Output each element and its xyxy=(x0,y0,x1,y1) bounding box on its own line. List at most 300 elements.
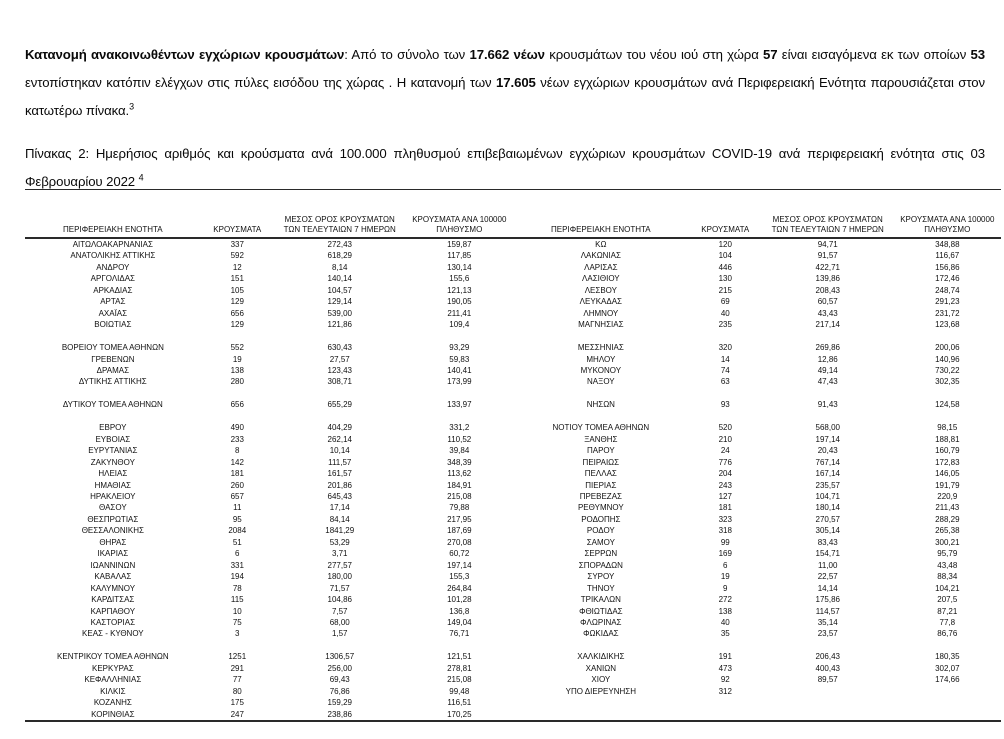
text-run: Πίνακας 2: Ημερήσιος αριθμός και κρούσματα ανά 100.000 πληθυσμού επιβεβαιωμένων εγχώριων κρουσμάτων COVID-19 ανά περιφερειακή ενότητα στις 03 Φεβρουαρίου 2022 xyxy=(25,146,985,190)
table-row xyxy=(25,571,513,582)
region-cell: ΞΑΝΘΗΣ xyxy=(584,434,618,444)
per100k-cell: 86,76 xyxy=(937,629,958,639)
region-cell: ΚΕΡΚΥΡΑΣ xyxy=(91,663,134,673)
avg7-cell: 140,14 xyxy=(327,274,352,284)
text-run: κρουσμάτων του νέου ιού στη χώρα xyxy=(544,47,764,63)
region-cell: ΚΑΛΥΜΝΟΥ xyxy=(90,583,136,593)
per100k-cell: 121,51 xyxy=(447,652,472,662)
avg7-cell: 422,71 xyxy=(815,262,840,272)
per100k-cell: 348,88 xyxy=(935,240,960,249)
avg7-cell: 83,43 xyxy=(817,537,838,547)
cases-cell: 552 xyxy=(230,343,244,353)
avg7-cell: 1,57 xyxy=(331,629,348,639)
per100k-cell: 215,08 xyxy=(447,675,472,685)
per100k-cell: 331,2 xyxy=(449,423,470,433)
table-row xyxy=(513,628,1001,639)
per100k-cell: 98,15 xyxy=(937,423,958,433)
per100k-cell xyxy=(894,640,1001,651)
avg7-cell xyxy=(762,411,894,422)
cases-cell: 520 xyxy=(718,423,732,433)
cases-cell: 169 xyxy=(718,549,732,559)
cases-cell: 77 xyxy=(232,675,242,685)
per100k-cell: 60,72 xyxy=(449,549,470,559)
cases-cell: 40 xyxy=(720,617,730,627)
region-cell: ΚΙΛΚΙΣ xyxy=(100,686,126,696)
table-row xyxy=(25,606,513,617)
avg7-cell: 17,14 xyxy=(329,503,350,513)
table-row xyxy=(25,342,513,353)
table-row xyxy=(513,502,1001,513)
cases-cell: 11 xyxy=(233,503,242,513)
table-row xyxy=(25,399,513,410)
region-cell: ΖΑΚΥΝΘΟΥ xyxy=(90,457,135,467)
table-row xyxy=(25,434,513,445)
region-cell: ΑΝΔΡΟΥ xyxy=(96,262,130,272)
region-cell: ΚΑΣΤΟΡΙΑΣ xyxy=(90,617,136,627)
text-run: 17.605 xyxy=(496,75,536,91)
cases-cell: 337 xyxy=(230,240,244,249)
per100k-cell: 184,91 xyxy=(447,480,472,490)
table-caption xyxy=(25,140,985,196)
avg7-cell: 49,14 xyxy=(817,365,838,375)
text-run: 3 xyxy=(129,101,135,112)
cases-cell: 181 xyxy=(230,469,244,479)
region-cell: ΚΩ xyxy=(595,240,607,249)
column-header-per100k: ΚΡΟΥΣΜΑΤΑ ΑΝΑ 100000 ΠΛΗΘΥΣΜΟ xyxy=(406,190,513,238)
cases-cell: 127 xyxy=(718,491,732,501)
cases-cell: 19 xyxy=(720,572,730,582)
cases-cell: 63 xyxy=(720,377,730,387)
per100k-cell: 180,35 xyxy=(935,652,960,662)
avg7-cell: 235,57 xyxy=(815,480,840,490)
region-cell: ΚΟΡΙΝΘΙΑΣ xyxy=(91,709,135,719)
table-row xyxy=(25,273,513,284)
per100k-cell: 188,81 xyxy=(935,434,960,444)
region-cell: ΦΩΚΙΔΑΣ xyxy=(583,629,619,639)
covid-table-left xyxy=(25,190,513,720)
per100k-cell xyxy=(894,331,1001,342)
cases-cell xyxy=(689,388,762,399)
region-cell: ΛΕΥΚΑΔΑΣ xyxy=(579,297,622,307)
avg7-cell: 655,29 xyxy=(327,400,352,410)
region-cell: ΚΕΦΑΛΛΗΝΙΑΣ xyxy=(84,675,142,685)
table-row xyxy=(513,537,1001,548)
region-cell: ΝΗΣΩΝ xyxy=(586,400,615,410)
region-cell: ΔΥΤΙΚΗΣ ΑΤΤΙΚΗΣ xyxy=(78,377,147,387)
cases-cell: 175 xyxy=(230,698,244,708)
cases-cell: 3 xyxy=(235,629,240,639)
cases-cell xyxy=(689,697,762,708)
cases-cell: 95 xyxy=(232,514,242,524)
table-row-blank xyxy=(513,640,1001,651)
region-cell: ΘΑΣΟΥ xyxy=(99,503,127,513)
region-cell: ΚΑΒΑΛΑΣ xyxy=(94,572,132,582)
avg7-cell: 27,57 xyxy=(329,354,350,364)
column-header-region-label: ΠΕΡΙΦΕΡΕΙΑΚΗ ΕΝΟΤΗΤΑ xyxy=(551,224,651,234)
avg7-cell: 12,86 xyxy=(817,354,838,364)
region-cell: ΛΕΣΒΟΥ xyxy=(584,285,617,295)
cases-cell: 247 xyxy=(230,709,244,719)
avg7-cell: 69,43 xyxy=(329,675,350,685)
table-row xyxy=(25,354,513,365)
region-cell: ΠΑΡΟΥ xyxy=(586,446,615,456)
table-row xyxy=(513,674,1001,685)
per100k-cell: 248,74 xyxy=(935,285,960,295)
table-row xyxy=(25,480,513,491)
region-cell: ΜΑΓΝΗΣΙΑΣ xyxy=(578,320,624,330)
per100k-cell: 113,62 xyxy=(447,469,472,479)
table-row xyxy=(513,308,1001,319)
avg7-cell: 139,86 xyxy=(815,274,840,284)
per100k-cell: 149,04 xyxy=(447,617,472,627)
per100k-cell: 130,14 xyxy=(447,262,472,272)
cases-cell: 129 xyxy=(230,320,244,330)
per100k-cell: 200,06 xyxy=(935,343,960,353)
region-cell xyxy=(513,388,689,399)
avg7-cell: 8,14 xyxy=(331,262,348,272)
avg7-cell: 23,57 xyxy=(817,629,838,639)
cases-cell xyxy=(689,331,762,342)
region-cell: ΕΥΒΟΙΑΣ xyxy=(95,434,131,444)
cases-cell xyxy=(201,331,274,342)
table-row xyxy=(513,354,1001,365)
table-row xyxy=(25,617,513,628)
cases-cell xyxy=(689,709,762,720)
table-row xyxy=(513,651,1001,662)
region-cell: ΣΕΡΡΩΝ xyxy=(584,549,618,559)
cases-cell: 657 xyxy=(230,491,244,501)
table-row xyxy=(513,468,1001,479)
table-row-blank xyxy=(25,640,513,651)
cases-cell: 19 xyxy=(232,354,242,364)
per100k-cell: 172,83 xyxy=(935,457,960,467)
region-cell: ΑΡΚΑΔΙΑΣ xyxy=(93,285,133,295)
per100k-cell: 220,9 xyxy=(937,491,958,501)
region-cell: ΛΑΚΩΝΙΑΣ xyxy=(580,251,621,261)
table-row xyxy=(513,491,1001,502)
cases-cell: 75 xyxy=(232,617,242,627)
avg7-cell xyxy=(762,709,894,720)
covid-table xyxy=(25,189,1001,722)
region-cell: ΚΕΝΤΡΙΚΟΥ ΤΟΜΕΑ ΑΘΗΝΩΝ xyxy=(57,652,169,662)
region-cell: ΠΕΛΛΑΣ xyxy=(584,469,617,479)
avg7-cell: 269,86 xyxy=(815,343,840,353)
region-cell: ΧΙΟΥ xyxy=(591,675,611,685)
table-row xyxy=(25,674,513,685)
cases-cell xyxy=(201,388,274,399)
cases-cell: 473 xyxy=(718,663,732,673)
table-row-blank xyxy=(513,709,1001,720)
avg7-cell: 60,57 xyxy=(817,297,838,307)
table-row xyxy=(513,399,1001,410)
cases-cell: 656 xyxy=(230,308,244,318)
avg7-cell: 217,14 xyxy=(815,320,840,330)
column-header-region-label: ΠΕΡΙΦΕΡΕΙΑΚΗ ΕΝΟΤΗΤΑ xyxy=(63,224,163,234)
avg7-cell: 114,57 xyxy=(815,606,840,616)
table-row xyxy=(25,262,513,273)
avg7-cell: 238,86 xyxy=(327,709,352,719)
per100k-cell: 140,96 xyxy=(935,354,960,364)
column-header-cases-label: ΚΡΟΥΣΜΑΤΑ xyxy=(701,224,750,234)
per100k-cell xyxy=(406,640,513,651)
table-row xyxy=(25,560,513,571)
column-header-per100k: ΚΡΟΥΣΜΑΤΑ ΑΝΑ 100000 ΠΛΗΘΥΣΜΟ xyxy=(894,190,1001,238)
table-row xyxy=(513,457,1001,468)
cases-cell xyxy=(201,411,274,422)
region-cell xyxy=(513,709,689,720)
per100k-cell: 211,41 xyxy=(447,308,472,318)
per100k-cell: 93,29 xyxy=(449,343,470,353)
avg7-cell: 20,43 xyxy=(817,446,838,456)
table-row xyxy=(25,491,513,502)
text-run: είναι εισαγόμενα εκ των οποίων xyxy=(777,47,971,63)
cases-cell: 233 xyxy=(230,434,244,444)
avg7-cell: 47,43 xyxy=(817,377,838,387)
cases-cell: 9 xyxy=(723,583,728,593)
table-row xyxy=(25,468,513,479)
region-cell: ΑΙΤΩΛΟΑΚΑΡΝΑΝΙΑΣ xyxy=(72,240,153,249)
cases-cell: 6 xyxy=(723,560,728,570)
column-header-avg7: ΜΕΣΟΣ ΟΡΟΣ ΚΡΟΥΣΜΑΤΩΝ ΤΩΝ ΤΕΛΕΥΤΑΙΩΝ 7 ΗΜΕΡΩΝ xyxy=(762,190,894,238)
per100k-cell: 215,08 xyxy=(447,491,472,501)
region-cell: ΦΛΩΡΙΝΑΣ xyxy=(580,617,622,627)
avg7-cell: 630,43 xyxy=(327,343,352,353)
region-cell: ΠΕΙΡΑΙΩΣ xyxy=(582,457,620,467)
region-cell: ΚΕΑΣ - ΚΥΘΝΟΥ xyxy=(82,629,144,639)
region-cell: ΕΒΡΟΥ xyxy=(99,423,127,433)
per100k-cell: 217,95 xyxy=(447,514,472,524)
region-cell: ΥΠΟ ΔΙΕΡΕΥΝΗΣΗ xyxy=(565,686,636,696)
avg7-cell: 111,57 xyxy=(328,457,352,467)
per100k-cell: 59,83 xyxy=(449,354,470,364)
table-row-blank xyxy=(513,388,1001,399)
cases-cell: 1251 xyxy=(228,652,247,662)
per100k-cell: 99,48 xyxy=(449,686,470,696)
per100k-cell: 211,43 xyxy=(935,503,960,513)
per100k-cell xyxy=(894,697,1001,708)
region-cell: ΧΑΝΙΩΝ xyxy=(585,663,617,673)
cases-cell: 2084 xyxy=(228,526,247,536)
region-cell: ΣΠΟΡΑΔΩΝ xyxy=(578,560,623,570)
table-row xyxy=(513,525,1001,536)
region-cell: ΛΑΣΙΘΙΟΥ xyxy=(582,274,620,284)
per100k-cell: 172,46 xyxy=(935,274,960,284)
table-row xyxy=(25,514,513,525)
region-cell: ΤΡΙΚΑΛΩΝ xyxy=(580,595,621,605)
cases-cell: 6 xyxy=(235,549,240,559)
per100k-cell: 174,66 xyxy=(935,675,960,685)
table-row xyxy=(25,296,513,307)
column-header-region xyxy=(25,190,201,238)
region-cell: ΝΑΞΟΥ xyxy=(587,377,615,387)
avg7-cell: 400,43 xyxy=(815,663,840,673)
avg7-cell: 43,43 xyxy=(817,308,838,318)
table-body-right xyxy=(513,238,1001,720)
avg7-cell: 404,29 xyxy=(327,423,352,433)
per100k-cell: 270,08 xyxy=(447,537,472,547)
cases-cell: 138 xyxy=(718,606,732,616)
region-cell: ΗΛΕΙΑΣ xyxy=(98,469,128,479)
cases-cell: 74 xyxy=(720,365,730,375)
avg7-cell: 84,14 xyxy=(329,514,350,524)
region-cell: ΘΗΡΑΣ xyxy=(99,537,127,547)
cases-cell: 592 xyxy=(230,251,244,261)
cases-cell: 272 xyxy=(718,595,732,605)
table-row xyxy=(513,422,1001,433)
avg7-cell: 11,00 xyxy=(818,560,838,570)
cases-cell: 40 xyxy=(720,308,730,318)
avg7-cell: 618,29 xyxy=(327,251,352,261)
table-row xyxy=(25,457,513,468)
table-row-blank xyxy=(25,331,513,342)
region-cell: ΠΡΕΒΕΖΑΣ xyxy=(579,491,622,501)
region-cell: ΑΧΑΪΑΣ xyxy=(98,308,128,318)
table-row xyxy=(25,250,513,261)
per100k-cell: 121,13 xyxy=(447,285,472,295)
cases-cell: 323 xyxy=(718,514,732,524)
per100k-cell: 207,5 xyxy=(937,595,958,605)
cases-cell: 215 xyxy=(718,285,732,295)
avg7-cell: 256,00 xyxy=(327,663,352,673)
cases-cell: 235 xyxy=(718,320,732,330)
avg7-cell: 272,43 xyxy=(327,240,352,249)
per100k-cell: 116,67 xyxy=(935,251,960,261)
table-row xyxy=(25,663,513,674)
avg7-cell: 197,14 xyxy=(815,434,840,444)
per100k-cell: 265,38 xyxy=(935,526,960,536)
per100k-cell: 348,39 xyxy=(447,457,472,467)
cases-cell: 260 xyxy=(230,480,244,490)
per100k-cell: 117,85 xyxy=(447,251,472,261)
region-cell xyxy=(25,411,201,422)
cases-cell: 69 xyxy=(720,297,730,307)
cases-cell: 51 xyxy=(232,537,242,547)
per100k-cell: 76,71 xyxy=(449,629,470,639)
per100k-cell: 88,34 xyxy=(937,572,958,582)
region-cell: ΘΕΣΠΡΩΤΙΑΣ xyxy=(87,514,139,524)
per100k-cell: 302,07 xyxy=(935,663,960,673)
cases-cell: 105 xyxy=(230,285,244,295)
per100k-cell xyxy=(894,388,1001,399)
avg7-cell xyxy=(274,388,406,399)
region-cell: ΝΟΤΙΟΥ ΤΟΜΕΑ ΑΘΗΝΩΝ xyxy=(552,423,650,433)
table-row xyxy=(25,422,513,433)
avg7-cell: 180,00 xyxy=(327,572,352,582)
table-row xyxy=(513,250,1001,261)
cases-cell: 80 xyxy=(232,686,242,696)
per100k-cell: 155,6 xyxy=(449,274,470,284)
avg7-cell: 161,57 xyxy=(327,469,352,479)
cases-cell: 138 xyxy=(230,365,244,375)
cases-cell: 656 xyxy=(230,400,244,410)
table-row xyxy=(25,537,513,548)
avg7-cell: 201,86 xyxy=(327,480,352,490)
text-run: 4 xyxy=(138,172,144,183)
table-row-blank xyxy=(513,331,1001,342)
region-cell: ΑΡΓΟΛΙΔΑΣ xyxy=(90,274,136,284)
region-cell: ΛΗΜΝΟΥ xyxy=(583,308,619,318)
avg7-cell: 175,86 xyxy=(815,595,840,605)
cases-cell: 243 xyxy=(718,480,732,490)
column-header-cases xyxy=(689,190,762,238)
per100k-cell: 231,72 xyxy=(935,308,960,318)
table-row-blank xyxy=(25,388,513,399)
region-cell xyxy=(513,331,689,342)
avg7-cell: 91,57 xyxy=(817,251,838,261)
per100k-cell xyxy=(406,331,513,342)
table-row xyxy=(25,365,513,376)
avg7-cell: 167,14 xyxy=(815,469,840,479)
avg7-cell: 121,86 xyxy=(327,320,352,330)
cases-cell: 10 xyxy=(232,606,242,616)
per100k-cell: 77,8 xyxy=(939,617,956,627)
region-cell: ΑΡΤΑΣ xyxy=(100,297,126,307)
region-cell: ΘΕΣΣΑΛΟΝΙΚΗΣ xyxy=(81,526,144,536)
per100k-cell: 730,22 xyxy=(935,365,960,375)
table-row xyxy=(513,560,1001,571)
per100k-cell: 133,97 xyxy=(447,400,472,410)
avg7-cell: 645,43 xyxy=(327,491,352,501)
avg7-cell: 208,43 xyxy=(815,285,840,295)
cases-cell: 12 xyxy=(232,262,242,272)
per100k-cell: 300,21 xyxy=(935,537,960,547)
table-row-blank xyxy=(513,697,1001,708)
per100k-cell: 278,81 xyxy=(447,663,472,673)
per100k-cell: 291,23 xyxy=(935,297,960,307)
cases-cell: 191 xyxy=(718,652,732,662)
avg7-cell: 76,86 xyxy=(329,686,350,696)
region-cell xyxy=(513,697,689,708)
region-cell: ΙΩΑΝΝΙΝΩΝ xyxy=(90,560,136,570)
per100k-cell: 123,68 xyxy=(935,320,960,330)
region-cell: ΦΘΙΩΤΙΔΑΣ xyxy=(579,606,623,616)
per100k-cell: 79,88 xyxy=(449,503,470,513)
table-row xyxy=(25,376,513,387)
avg7-cell: 68,00 xyxy=(329,617,350,627)
table-row xyxy=(25,319,513,330)
region-cell: ΡΟΔΟΥ xyxy=(586,526,615,536)
table-row xyxy=(513,319,1001,330)
avg7-cell: 154,71 xyxy=(815,549,840,559)
cases-cell: 194 xyxy=(230,572,244,582)
cases-cell: 35 xyxy=(720,629,730,639)
table-row xyxy=(513,480,1001,491)
column-header-cases-label: ΚΡΟΥΣΜΑΤΑ xyxy=(213,224,262,234)
cases-cell: 280 xyxy=(230,377,244,387)
table-row xyxy=(513,606,1001,617)
table-body-left xyxy=(25,238,513,720)
avg7-cell: 206,43 xyxy=(815,652,840,662)
per100k-cell: 110,52 xyxy=(447,434,472,444)
per100k-cell: 116,51 xyxy=(447,698,472,708)
per100k-cell: 101,28 xyxy=(447,595,472,605)
table-row xyxy=(513,296,1001,307)
per100k-cell: 159,87 xyxy=(447,240,472,249)
per100k-cell: 288,29 xyxy=(935,514,960,524)
per100k-cell: 109,4 xyxy=(449,320,470,330)
region-cell: ΗΜΑΘΙΑΣ xyxy=(94,480,131,490)
cases-cell: 490 xyxy=(230,423,244,433)
per100k-cell xyxy=(894,686,1001,697)
avg7-cell: 7,57 xyxy=(331,606,348,616)
cases-cell xyxy=(689,411,762,422)
cases-cell: 120 xyxy=(718,240,732,249)
avg7-cell: 94,71 xyxy=(817,240,838,249)
region-cell xyxy=(513,411,689,422)
table-row xyxy=(513,571,1001,582)
avg7-cell: 1306,57 xyxy=(325,652,355,662)
avg7-cell: 767,14 xyxy=(815,457,840,467)
